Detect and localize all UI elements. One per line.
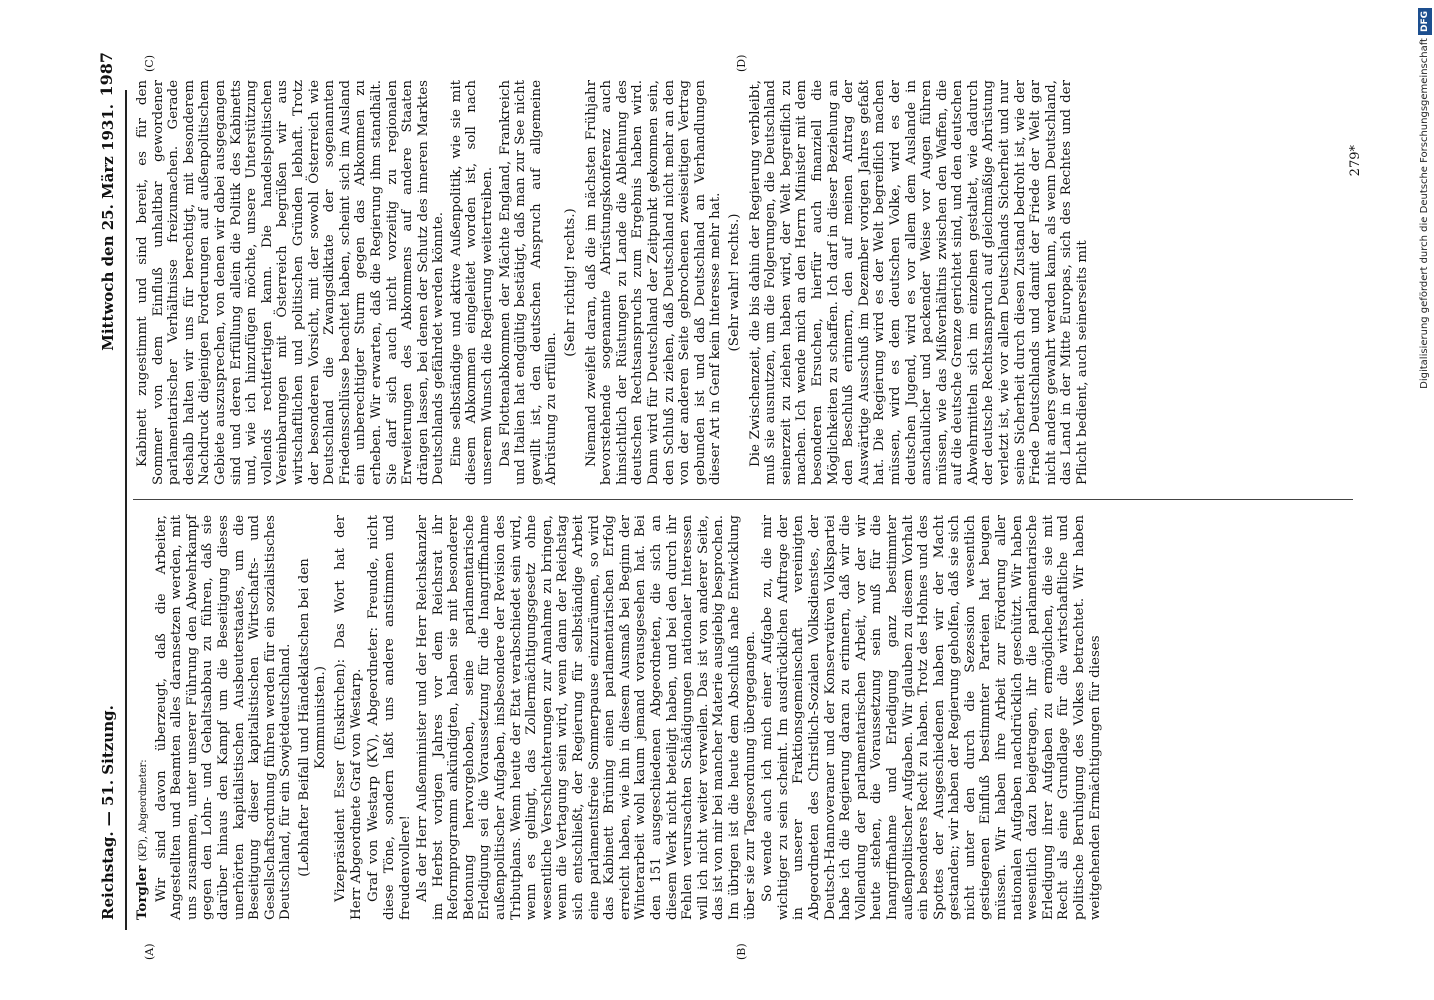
column-separator: [133, 499, 1353, 500]
paragraph: Die Zwischenzeit, die bis dahin der Regierung verbleibt, muß sie ausnutzen, um die Folgerungen, die Deutschland seinerzeit zu ziehen haben wird, der Welt begreiflich zu machen. Ich wende mich an den Herrn Minister mit dem besonderen Ersuchen, hierfür auch finanziell die Möglichkeiten zu schaffen. Ich darf in dieser Beziehung an den Beschluß erinnern, den auf meinen Antrag der Auswärtige Ausschuß im Dezember vorigen Jahres gefaßt hat. Die Regierung wird es der Welt begreiflich machen müssen, wird es dem deutschen Volke, wird es der deutschen Jugend, wird es vor allem dem Auslande in anschaulicher und packender Weise vor Augen führen müssen, wie das Mißverhältnis zwischen den Waffen, die auf die deutsche Grenze gerichtet sind, und den deutschen Abwehrmitteln sich im einzelnen gestaltet, wie dadurch der deutsche Rechtsanspruch auf gleichmäßige Abrüstung verletzt ist, wie vor allem Deutschlands Sicherheit und nur seine Sicherheit durch diesen Zustand bedroht ist, wie der Friede Deutschlands und damit der Friede der Welt gar nicht anders gewahrt werden kann, als wenn Deutschland, das Land in der Mitte Europas, sich des Rechtes und der Pflicht bedient, auch seinerseits mit: [747, 80, 1091, 485]
margin-mark-b: (B): [735, 943, 748, 960]
paragraph: Als der Herr Außenminister und der Herr Reichskanzler im Herbst vorigen Jahres vor dem Reichsrat ihr Reformprogramm ankündigten, haben sie mit besonderer Betonung hervorgehoben, seine parlamentarische Erledigung sei die Voraussetzung für die Inangriffnahme außenpolitischer Aufgaben, insbesondere der Revision des Tributplans. Wenn heute der Etat verabschiedet sein wird, wenn es gelingt, das Zollermächtigungsgesetz ohne wesentliche Verschlechterungen zur Annahme zu bringen, wenn die Vertagung sein wird, wenn dann der Reichstag sich entschließt, der Regierung für selbständige Arbeit eine parlamentsfreie Sommerpause einzuräumen, so wird das Kabinett Brüning einen parlamentarischen Erfolg erreicht haben, wie ihn in diesem Ausmaß bei Beginn der Winterarbeit wohl kaum jemand vorausgesehen hat. Bei den 151 ausgeschiedenen Abgeordneten, die sich an diesem Werk nicht beteiligt haben, und bei den durch ihr Fehlen verursachten Schädigungen nationaler Interessen will ich nicht weiter verweilen. Das ist von anderer Seite, das ist von mir bei mancher Materie ausgiebig besprochen. Im übrigen ist die heute dem Abschluß nahe Entwicklung über sie zur Tagesordnung übergegangen.: [415, 515, 758, 920]
speaker-tag: (KP), Abgeordneter:: [138, 759, 149, 862]
digitization-text: Digitalisierung gefördert durch die Deutsche Forschungsgemeinschaft: [1419, 38, 1430, 389]
margin-mark-d: (D): [735, 54, 748, 72]
page-number: 1987: [97, 52, 116, 97]
reaction: (Lebhafter Beifall und Händeklatschen bei den Kommunisten.): [296, 558, 328, 877]
running-header: [95, 52, 125, 930]
paragraph: Kabinett zugestimmt und sind bereit, es für den Sommer von dem Einfluß unhaltbar gewordener parlamentarischer Verhältnisse freizumachen. Gerade deshalb halten wir uns für berechtigt, mit besonderem Nachdruck diejenigen Forderungen auf außenpolitischem Gebiete auszusprechen, von denen wir dabei ausgegangen sind und deren Erfüllung allein die Politik des Kabinetts und, wie ich hinzufügen möchte, unsere Unterstützung vollends rechtfertigen kann. Die handelspolitischen Vereinbarungen mit Österreich begrüßen wir aus wirtschaftlichen und politischen Gründen lebhaft. Trotz der besonderen Vorsicht, mit der sowohl Österreich wie Deutschland die Zwangsdiktate der sogenannten Friedensschlüsse beachtet haben, scheint sich im Ausland ein unberechtigter Sturm gegen das Abkommen zu erheben. Wir erwarten, daß die Regierung ihm standhält. Sie darf sich auch nicht vorzeitig zu regionalen Erweiterungen des Abkommens auf andere Staaten drängen lassen, bei denen der Schutz des inneren Marktes Deutschlands gefährdet werden könnte.: [135, 80, 447, 485]
reaction: (Sehr wahr! rechts.): [726, 213, 742, 352]
paragraph: So wende auch ich mich einer Aufgabe zu, die mir wichtiger zu sein scheint. Im ausdrücklichen Auftrage der in unserer Fraktionsgemeinschaft vereinigten Abgeordneten des Christlich-Sozialen Volksdienstes, der Deutsch-Hannoveraner und der Konservativen Volkspartei habe ich die Regierung daran zu erinnern, daß wir die Vollendung der parlamentarischen Arbeit, vor der wir heute stehen, die Voraussetzung sein muß für die Inangriffnahme und Erledigung ganz bestimmter außenpolitischer Aufgaben. Wir glauben zu diesem Vorhalt ein besonderes Recht zu haben. Trotz des Hohnes und des Spottes der Ausgeschiedenen haben wir der Macht gestanden; wir haben der Regierung geholfen, daß sie sich nicht unter den durch die Sezession wesentlich gestiegenen Einfluß bestimmter Parteien hat beugen müssen. Wir haben ihre Arbeit zur Förderung aller nationalen Aufgaben nachdrücklich geschützt. Wir haben wesentlich dazu beigetragen, ihr die parlamentarische Erledigung ihrer Aufgaben zu ermöglichen, die sie mit Recht als eine Grundlage für die wirtschaftliche und politische Beruhigung des Volkes betrachtet. Wir haben weitgehenden Ermächtigungen für dieses: [760, 515, 1103, 920]
dfg-logo: DFG: [1418, 8, 1432, 35]
paragraph: Wir sind davon überzeugt, daß die Arbeiter, Angestellten und Beamten alles daransetzen werden, mit uns zusammen, unter unserer Führung den Abwehrkampf gegen den Lohn- und Gehaltsabbau zu führen, daß sie darüber hinaus den Kampf um die Beseitigung dieses unerhörten kapitalistischen Ausbeuterstaates, um die Beseitigung dieser kapitalistischen Wirtschafts- und Gesellschaftsordnung führen werden für ein sozialistisches Deutschland, für ein Sowjetdeutschland.: [153, 515, 294, 920]
page-inner: [95, 52, 1363, 960]
footer-mark: 279*: [1348, 145, 1363, 177]
digitization-sidebar: [1418, 8, 1432, 993]
column-right: [135, 80, 1350, 485]
speaker-line: [135, 515, 152, 920]
header-left: Reichstag. — 51. Sitzung.: [99, 705, 117, 920]
paragraph: Eine selbständige und aktive Außenpolitik, wie sie mit diesem Abkommen eingeleitet worden ist, soll nach unserem Wunsch die Regierung weitertreiben.: [448, 80, 496, 485]
reaction: (Sehr richtig! rechts.): [563, 208, 579, 357]
paragraph: Graf von Westarp (KV), Abgeordneter: Freunde, nicht diese Töne, sondern laßt uns andere anstimmen und freudenvollere!: [366, 515, 413, 920]
speaker-name: Torgler: [134, 865, 150, 920]
paragraph: Vizepräsident Esser (Euskirchen): Das Wort hat der Herr Abgeordnete Graf von Westarp.: [333, 515, 364, 920]
paragraph: Das Flottenabkommen der Mächte England, Frankreich und Italien hat endgültig bestätigt, daß man zur See nicht gewillt ist, den deutschen Anspruch auf allgemeine Abrüstung zu erfüllen.: [497, 80, 560, 485]
header-rule: [125, 90, 127, 930]
header-right: Mittwoch den 25. März 1931.: [99, 104, 117, 351]
digitization-notice: [1418, 8, 1432, 993]
margin-mark-a: (A): [143, 943, 156, 960]
column-left: [135, 515, 1350, 920]
margin-mark-c: (C): [143, 55, 156, 72]
paragraph: Niemand zweifelt daran, daß die im nächsten Frühjahr bevorstehende sogenannte Abrüstungskonferenz auch hinsichtlich der Rüstungen zu Lande die Ablehnung des deutschen Rechtsanspruchs zum Ergebnis haben wird. Dann wird für Deutschland der Zeitpunkt gekommen sein, den Schluß zu ziehen, daß Deutschland nicht mehr an den von der anderen Seite gebrochenen zweiseitigen Vertrag gebunden ist und daß Deutschland an Verhandlungen dieser Art in Genf kein Interesse mehr hat.: [583, 80, 724, 485]
